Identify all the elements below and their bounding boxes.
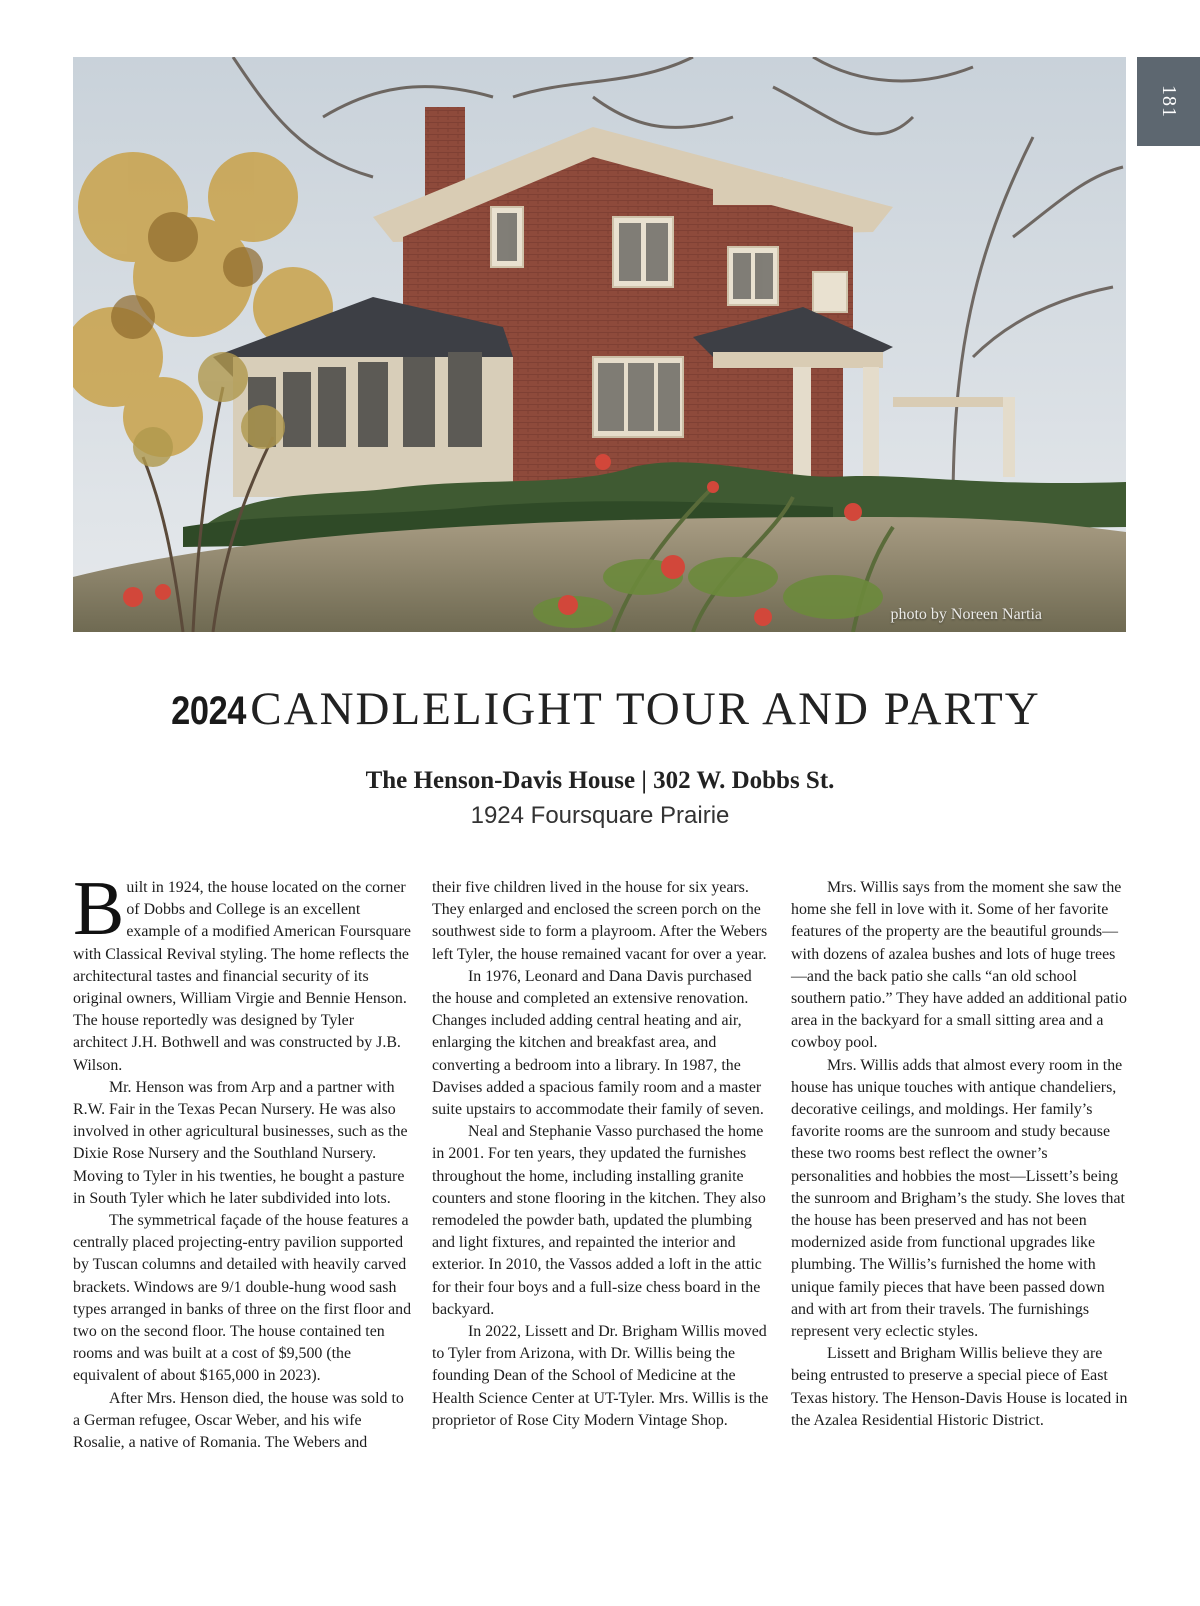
house-name-address: The Henson-Davis House | 302 W. Dobbs St. (365, 767, 835, 794)
article-paragraph: Mrs. Willis says from the moment she saw the home she fell in love with it. Some of her favorite features of the property are the beautiful grounds—with dozens of azalea bushes and lots of huge trees—and the back patio she calls “an old school southern patio.” They have added an additional patio area in the backyard for a small sitting area and a cowboy pool. (791, 879, 1127, 1052)
article-paragraph: Neal and Stephanie Vasso purchased the home in 2001. For ten years, they updated the furnishes throughout the home, including installing granite counters and stone flooring in the kitchen. They also remodeled the powder bath, updated the plumbing and light fixtures, and repainted the interior and exterior. In 2010, the Vassos added a loft in the attic for their four boys and a full-size chess board in the backyard. (432, 1123, 766, 1318)
house-style: 1924 Foursquare Prairie (470, 802, 730, 829)
article-paragraph: Mr. Henson was from Arp and a partner with R.W. Fair in the Texas Pecan Nursery. He was also involved in other agricultural businesses, such as the Dixie Rose Nursery and the Southland Nursery. Moving to Tyler in his twenties, he bought a pasture in South Tyler which he later subdivided into lots. (73, 1078, 408, 1207)
article-paragraph: The symmetrical façade of the house features a centrally placed projecting-entry pavilion supported by Tuscan columns and detailed with heavily carved brackets. Windows are 9/1 double-hung wood sash types arranged in banks of three on the first floor and two on the second floor. The house contained ten rooms and was built at a cost of $9,500 (the equivalent of about $165,000 in 2023). (73, 1212, 412, 1385)
article-paragraph: Mrs. Willis adds that almost every room in the house has unique touches with antique chandeliers, decorative ceilings, and moldings. Her family’s favorite rooms are the sunroom and study because these two rooms best reflect the owner’s personalities and hobbies the most—Lissett’s being the sunroom and Brigham’s the study. She loves that the house has been preserved and has not been modernized aside from functional upgrades like plumbing. The Willis’s furnished the home with unique family pieces that have been passed down and with art from their travels. The furnishings represent very eclectic styles. (791, 1056, 1125, 1341)
page-number: 181 (1158, 85, 1180, 118)
article-paragraph: their five children lived in the house for six years. They enlarged and enclosed the screen porch on the southwest side to form a playroom. After the Webers left Tyler, the house remained vacant for over a year. (432, 879, 768, 963)
article-column-3 (791, 877, 1129, 1432)
article-paragraph: After Mrs. Henson died, the house was sold to a German refugee, Oscar Weber, and his wife Rosalie, a native of Romania. The Webers and (73, 1389, 404, 1452)
drop-cap: B (73, 865, 125, 951)
article-paragraph: In 2022, Lissett and Dr. Brigham Willis moved to Tyler from Arizona, with Dr. Willis being the founding Dean of the School of Medicine at the Health Science Center at UT-Tyler. Mrs. Willis is the proprietor of Rose City Modern Vintage Shop. (432, 1323, 769, 1429)
title-year: 2024 (171, 689, 247, 733)
article-paragraph: Lissett and Brigham Willis believe they are being entrusted to preserve a special piece of East Texas history. The Henson-Davis House is located in the Azalea Residential Historic District. (791, 1345, 1128, 1429)
article-column-1 (73, 865, 412, 1454)
article-paragraph: In 1976, Leonard and Dana Davis purchased the house and completed an extensive renovation. Changes included adding central heating and air, enlarging the kitchen and breakfast area, and converting a bedroom into a library. In 1987, the Davises added a spacious family room and a master suite upstairs to accommodate their family of seven. (432, 967, 764, 1119)
house-photo (73, 57, 1126, 632)
article-paragraph: Built in 1924, the house located on the corner of Dobbs and College is an excellent example of a modified American Foursquare with Classical Revival styling. The home reflects the architectural tastes and financial security of its original owners, William Virgie and Bennie Henson. The house reportedly was designed by Tyler architect J.H. Bothwell and was constructed by J.B. Wilson. (73, 865, 411, 1074)
house-illustration (73, 57, 1126, 632)
photo-credit: photo by Noreen Nartia (890, 606, 1042, 623)
article-column-2 (432, 877, 770, 1432)
title-text: CANDLELIGHT TOUR AND PARTY (250, 683, 1041, 735)
page-number-tab (1137, 57, 1200, 146)
page-title (0, 683, 1200, 746)
